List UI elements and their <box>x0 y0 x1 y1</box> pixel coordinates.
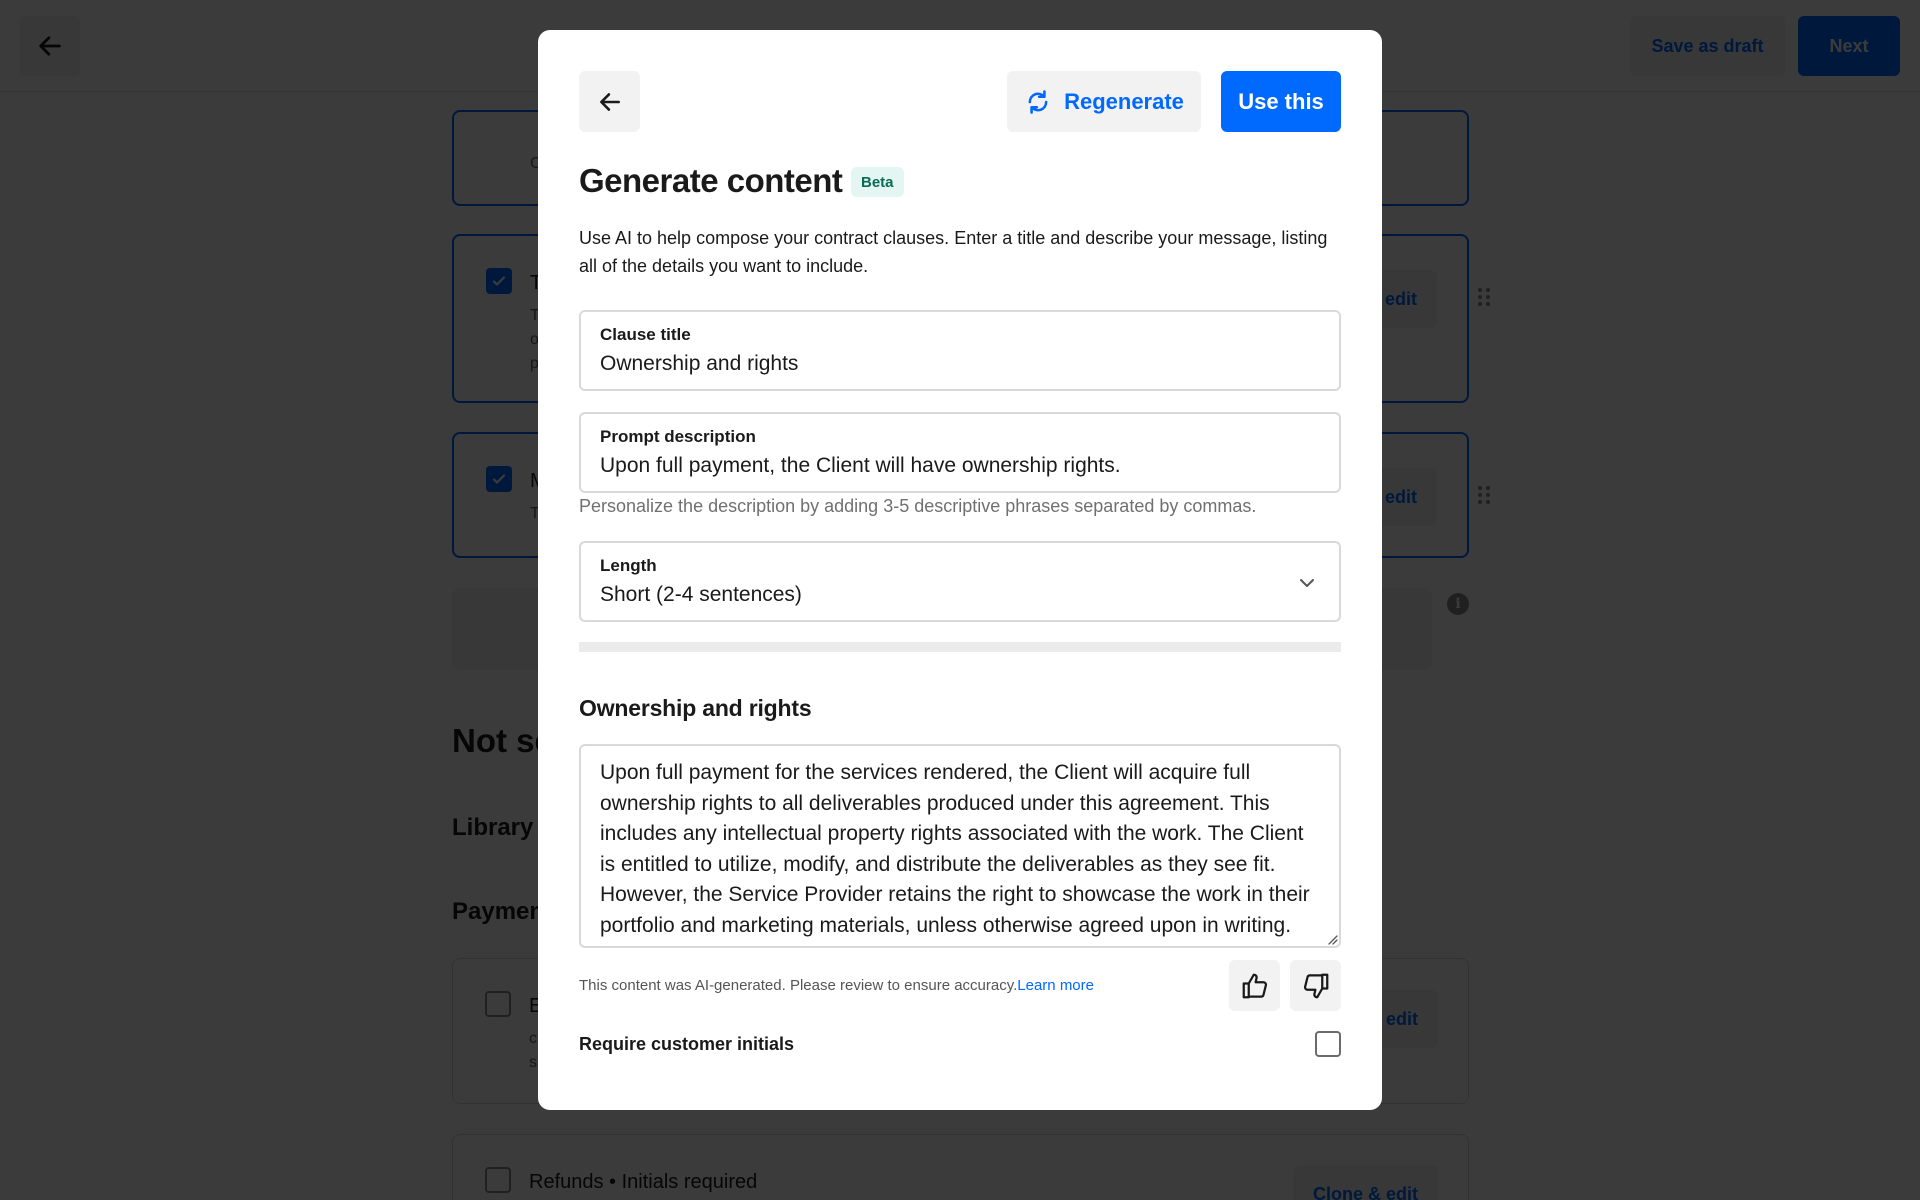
use-this-button[interactable]: Use this <box>1221 71 1341 132</box>
length-label: Length <box>600 556 657 575</box>
thumbs-down-button[interactable] <box>1290 960 1341 1011</box>
section-divider <box>579 642 1341 652</box>
clause-title-field[interactable] <box>579 310 1341 391</box>
refresh-icon <box>1024 88 1052 116</box>
resize-grip-icon[interactable] <box>1326 933 1338 945</box>
dialog-title: Generate content <box>579 162 843 199</box>
regenerate-button[interactable] <box>1007 71 1201 132</box>
length-value[interactable]: Short (2-4 sentences) <box>600 583 802 606</box>
arrow-left-icon <box>597 89 623 115</box>
ai-disclaimer <box>579 977 1094 994</box>
regenerate-label: Regenerate <box>1064 88 1184 114</box>
prompt-description-value[interactable]: Upon full payment, the Client will have ownership rights. <box>600 454 1121 477</box>
generate-content-dialog <box>538 30 1382 1110</box>
length-select[interactable] <box>579 541 1341 622</box>
prompt-description-field[interactable] <box>579 412 1341 493</box>
prompt-helper-text: Personalize the description by adding 3-5 descriptive phrases separated by commas. <box>579 496 1257 516</box>
thumbs-down-icon <box>1301 971 1331 1001</box>
thumbs-up-button[interactable] <box>1229 960 1280 1011</box>
generated-clause-heading: Ownership and rights <box>579 695 812 721</box>
generated-clause-text[interactable]: Upon full payment for the services rendered, the Client will acquire full ownership rights to all deliverables produced under this agreement. This includes any intellectual property rights associated with the work. The Client is entitled to utilize, modify, and distribute the deliverables as they see fit. However, the Service Provider retains the right to showcase the work in their portfolio and marketing materials, unless otherwise agreed upon in writing. <box>600 761 1310 937</box>
chevron-down-icon <box>1297 573 1317 593</box>
prompt-description-label: Prompt description <box>600 427 756 446</box>
clause-title-label: Clause title <box>600 325 691 344</box>
beta-badge: Beta <box>851 167 904 197</box>
dialog-description: Use AI to help compose your contract clauses. Enter a title and describe your message, listing all of the details you want to include. <box>579 228 1328 276</box>
clause-title-value[interactable]: Ownership and rights <box>600 352 799 375</box>
thumbs-up-icon <box>1240 971 1270 1001</box>
back-button[interactable] <box>579 71 640 132</box>
generated-clause-textarea[interactable] <box>579 744 1341 948</box>
require-initials-checkbox[interactable] <box>1315 1031 1341 1057</box>
learn-more-link[interactable]: Learn more <box>1017 977 1094 994</box>
require-initials-label: Require customer initials <box>579 1034 795 1054</box>
ai-disclaimer-text: This content was AI-generated. Please review to ensure accuracy. <box>579 977 1018 994</box>
